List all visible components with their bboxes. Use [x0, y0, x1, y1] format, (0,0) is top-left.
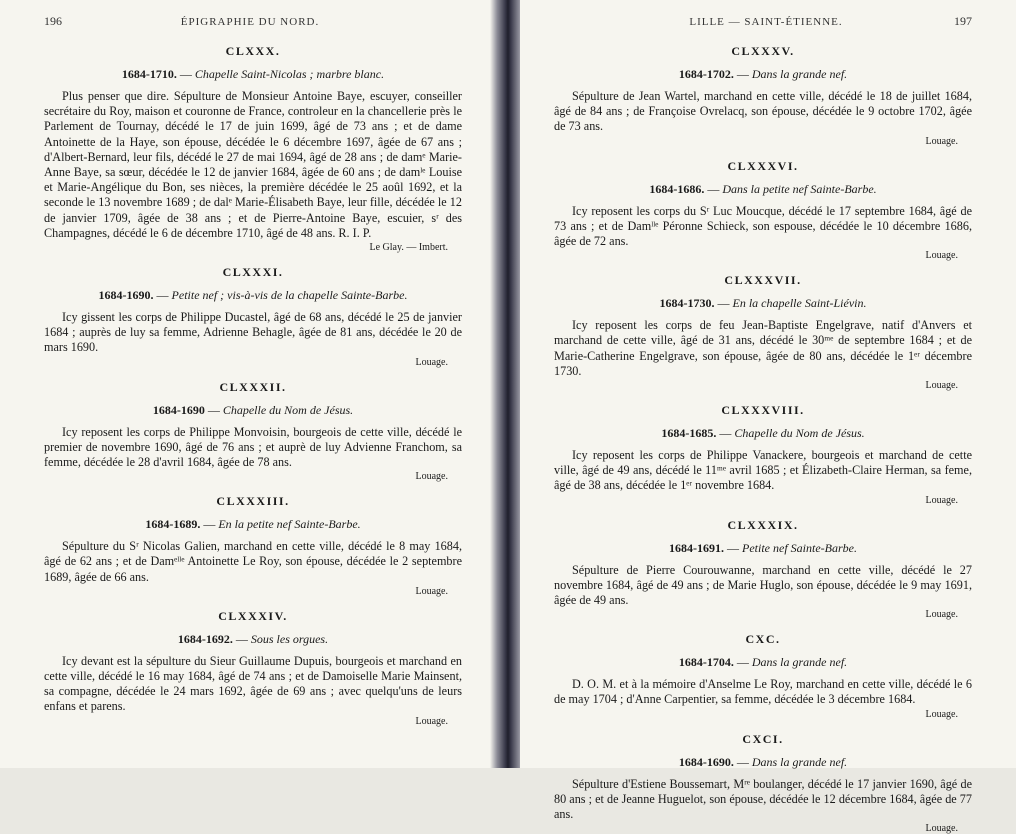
entry-text: Plus penser que dire. Sépulture de Monsieur Antoine Baye, escuyer, conseiller secrétaire du Roy, maison et couronne de France, controleur en la chancellerie près le Parlement de Tournay, décédé le 17 de juin 1699, âgé de 73 ans ; et de dame Antoinette de la Haye, son épouse, décédée le 6 décembre 1697, âgée de 67 ans ; d'Albert-Bernard, leur fils, décédé le 27 de mai 1694, âgé de 28 ans ; de damᵉ Marie-Anne Baye, sa sœur, décédée le 12 de janvier 1684, âgée de 60 ans ; de damˡᵉ Louise et Marie-Angélique du Bon, ses nièces, la première décédée le 25 aoûl 1692, et la seconde le 13 novembre 1689 ; de dalᵉ Marie-Élisabeth Baye, leur fille, décédée le 12 de janvier 1709, âgée de 38 ans ; et de Pierre-Antoine Baye, escuier, sʳ des Champagnes, décédé le 6 de décembre 1710, âgé de 48 ans. R. I. P.: [44, 89, 462, 240]
entry-number: CLXXXV.: [731, 44, 795, 58]
entry-heading: [554, 182, 972, 197]
entry-source: Louage.: [415, 471, 448, 483]
entry-number: CLXXXIII.: [216, 494, 290, 509]
entry-text: Icy devant est la sépulture du Sieur Guillaume Dupuis, bourgeois et marchand en cette ville, décédé le 16 may 1684, âgé de 74 ans ; et de Damoiselle Marie Mainsent, sa compagne, décédée le 24 mars 1692, âgée de 69 ans ; avec quelqu'uns de leurs enfans et parens.: [44, 653, 462, 714]
entry-location: Petite nef ; vis-à-vis de la chapelle Sainte-Barbe.: [171, 288, 408, 303]
entry-number: CLXXXIX.: [727, 517, 799, 532]
entry-location: Chapelle du Nom de Jésus.: [222, 402, 354, 417]
entry-dash: —: [704, 181, 723, 196]
entry-heading: [554, 541, 972, 556]
entry-heading: [44, 403, 462, 418]
entry-number: CLXXXII.: [219, 379, 287, 394]
entry-location: Sous les orgues.: [250, 631, 329, 646]
entry-number: CXCI.: [742, 731, 784, 746]
entry-source: Louage.: [415, 585, 448, 597]
entry-dash: —: [733, 67, 752, 81]
entry-text: Sépulture d'Estiene Boussemart, Mʳᵉ boulanger, décédé le 17 janvier 1690, âgé de 80 ans ; et de Jeanne Huguelot, son épouse, décédée le 12 décembre 1684, âgée de 77 ans.: [554, 776, 972, 822]
entry-date: 1684-1730.: [659, 296, 715, 311]
entry-heading: [554, 655, 972, 670]
entry-number: CLXXXVIII.: [721, 403, 805, 418]
inscription-entry: [554, 44, 972, 147]
entry-source: Louage.: [925, 380, 958, 392]
entry-location: Dans la petite nef Sainte-Barbe.: [722, 181, 877, 196]
entry-heading: [554, 296, 972, 311]
entry-dash: —: [232, 631, 251, 646]
entry-date: 1684-1690.: [678, 754, 734, 769]
entry-heading: [554, 426, 972, 441]
entry-number: CLXXXVI.: [727, 158, 799, 173]
entry-text: Sépulture du Sʳ Nicolas Galien, marchand en cette ville, décédé le 8 may 1684, âgé de 62 ans ; et de Damᵉˡˡᵉ Antoinette Le Roy, son épouse, décédée le 2 septembre 1689, âgée de 66 ans.: [44, 539, 462, 584]
running-head-left: [44, 14, 462, 32]
entry-dash: —: [714, 296, 733, 311]
entry-number: CLXXXI.: [222, 265, 284, 280]
entry-source: Louage.: [925, 708, 958, 720]
entry-dash: —: [716, 426, 735, 441]
right-page: [520, 0, 1016, 834]
entry-heading: [554, 67, 972, 82]
entry-date: 1684-1690.: [98, 288, 154, 303]
inscription-entry: [554, 518, 972, 621]
inscription-entry: [554, 632, 972, 719]
inscription-entry: [44, 609, 462, 727]
entry-text: Sépulture de Pierre Courouwanne, marchand en cette ville, décédé le 27 novembre 1684, âgé de 49 ans ; de Marie Huglo, son épouse, décédée le 9 may 1691, âgée de 49 ans.: [554, 562, 972, 608]
entry-source: Louage.: [415, 715, 448, 727]
running-head-right: [554, 14, 972, 32]
entry-date: 1684-1702.: [678, 67, 734, 81]
entry-source: Louage.: [925, 494, 958, 506]
entry-text: Icy reposent les corps du Sʳ Luc Moucque, décédé le 17 septembre 1684, âgé de 73 ans ; et de Damˡˡᵉ Péronne Schieck, son espouse, décédée le 10 décembre 1686, âgée de 72 ans.: [554, 203, 972, 249]
entry-date: 1684-1691.: [669, 540, 725, 555]
entry-location: Dans la grande nef.: [751, 754, 848, 769]
entry-heading: [554, 755, 972, 770]
inscription-entry: [554, 159, 972, 262]
entry-dash: —: [733, 655, 752, 670]
page-number-left: 196: [44, 14, 62, 28]
entry-dash: —: [204, 402, 223, 417]
entry-location: En la petite nef Sainte-Barbe.: [218, 517, 361, 532]
entry-heading: [44, 517, 462, 532]
entry-text: Sépulture de Jean Wartel, marchand en cette ville, décédé le 18 de juillet 1684, âgé de 84 ans ; de Françoise Ovrelacq, son épouse, décédée le 9 octobre 1702, âgée de 73 ans.: [554, 89, 972, 134]
entry-location: Dans la grande nef.: [751, 67, 848, 81]
entry-source: Louage.: [925, 609, 958, 621]
entry-dash: —: [724, 540, 743, 555]
entry-dash: —: [153, 288, 172, 303]
entry-date: 1684-1692.: [177, 631, 233, 646]
left-page: [0, 0, 496, 768]
inscription-entry: [554, 403, 972, 506]
entry-date: 1684-1689.: [145, 517, 201, 532]
inscription-entry: [554, 732, 972, 834]
entry-text: Icy reposent les corps de Philippe Monvoisin, bourgeois de cette ville, décédé le premier de novembre 1690, âgé de 76 ans ; et auprè de luy Advienne Franchom, sa femme, décédée le 28 d'avril 1684, âgée de 78 ans.: [44, 424, 462, 470]
entry-location: Dans la grande nef.: [751, 655, 848, 670]
page-number-right: 197: [953, 14, 972, 28]
entry-heading: [44, 288, 462, 303]
entry-source: Louage.: [925, 250, 958, 262]
entry-date: 1684-1704.: [678, 655, 734, 670]
entry-source: Le Glay. — Imbert.: [369, 242, 448, 254]
entry-location: Petite nef Sainte-Barbe.: [742, 540, 857, 555]
entry-date: 1684-1685.: [661, 426, 717, 441]
entry-location: Chapelle Saint-Nicolas ; marbre blanc.: [194, 67, 385, 81]
inscription-entry: [44, 380, 462, 483]
entry-source: Louage.: [925, 135, 958, 147]
inscription-entry: [554, 273, 972, 391]
entry-location: Chapelle du Nom de Jésus.: [734, 426, 865, 441]
entry-dash: —: [176, 67, 195, 81]
entry-number: CXC.: [745, 632, 781, 647]
entry-number: CLXXXVII.: [724, 273, 802, 288]
entry-heading: [44, 67, 462, 82]
entry-number: CLXXXIV.: [218, 608, 288, 623]
inscription-entry: [44, 494, 462, 597]
entry-text: D. O. M. et à la mémoire d'Anselme Le Roy, marchand en cette ville, décédé le 6 de may 1704 ; d'Anne Carpentier, sa femme, décédée le 3 décembre 1684.: [554, 677, 972, 707]
entry-number: CLXXX.: [225, 44, 281, 58]
entry-text: Icy gissent les corps de Philippe Ducastel, âgé de 68 ans, décédé le 25 de janvier 1684 ; auprès de luy sa femme, Adrienne Behagle, âgée de 81 ans, décédée le 20 de mars 1690.: [44, 310, 462, 355]
entry-date: 1684-1686.: [649, 181, 705, 196]
inscription-entry: [44, 44, 462, 253]
entry-dash: —: [200, 517, 219, 532]
running-title-right: LILLE — SAINT-ÉTIENNE.: [689, 16, 843, 28]
entry-dash: —: [733, 754, 752, 769]
inscription-entry: [44, 265, 462, 368]
entry-source: Louage.: [415, 356, 448, 368]
running-title-left: ÉPIGRAPHIE DU NORD.: [180, 16, 320, 28]
entry-date: 1684-1710.: [121, 67, 177, 81]
entry-source: Louage.: [925, 823, 958, 834]
entry-location: En la chapelle Saint-Liévin.: [732, 296, 867, 311]
entry-date: 1684-1690: [152, 402, 205, 417]
entry-heading: [44, 632, 462, 647]
entry-text: Icy reposent les corps de Philippe Vanackere, bourgeois et marchand de cette ville, âgé de 49 ans, décédé le 11ᵐᵉ avril 1685 ; et Élizabeth-Claire Herman, sa feme, âgé de 38 ans, décédée le 1ᵉʳ novembre 1684.: [554, 448, 972, 493]
entry-text: Icy reposent les corps de feu Jean-Baptiste Engelgrave, natif d'Anvers et marchand de cette ville, âgé de 31 ans, décédé le 30ᵐᵉ de septembre 1684 ; et de Marie-Catherine Engelgrave, son épouse, âgée de 80 ans, décédée le 1ᵉʳ décembre 1730.: [554, 318, 972, 378]
